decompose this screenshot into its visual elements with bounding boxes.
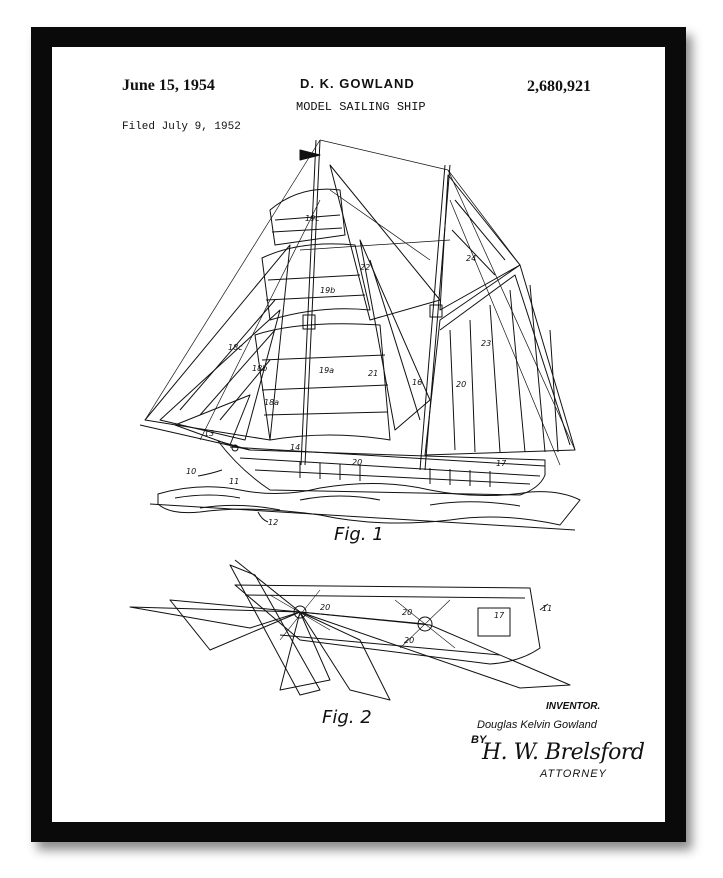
ref-17: 17: [496, 459, 507, 468]
by-label: BY: [471, 734, 487, 746]
leader-12: [258, 512, 268, 522]
main-topsail-illustration: [440, 175, 520, 310]
ref-19b: 19b: [320, 286, 336, 295]
patent-title: MODEL SAILING SHIP: [296, 100, 426, 114]
inventor-name: Douglas Kelvin Gowland: [477, 719, 597, 731]
ref-23: 23: [481, 339, 492, 348]
ship-hull-illustration: [218, 441, 545, 495]
ref-18a: 18a: [264, 398, 280, 407]
ref-24: 24: [466, 254, 477, 263]
inventor-header: D. K. GOWLAND: [300, 76, 415, 91]
ref-22: 22: [360, 263, 371, 272]
ref-12: 12: [268, 518, 279, 527]
staysails-illustration: [330, 165, 440, 430]
foremast-illustration: [300, 140, 320, 465]
main-gaff-sail-illustration: [425, 265, 575, 455]
ref-20: 20: [456, 380, 467, 389]
patent-date: June 15, 1954: [122, 77, 215, 94]
inventor-label: INVENTOR.: [546, 701, 601, 712]
attorney-label: ATTORNEY: [540, 768, 607, 780]
filed-date: Filed July 9, 1952: [122, 121, 241, 133]
rigging-lines: [145, 140, 575, 465]
ref-16: 16: [412, 378, 423, 387]
ref-14: 14: [290, 443, 301, 452]
ref-13: 13: [204, 429, 215, 438]
ref-fig2-17: 17: [494, 611, 505, 620]
plan-view-illustration: [130, 560, 570, 700]
ref-fig2-20a: 20: [320, 603, 331, 612]
ref-21: 21: [368, 369, 379, 378]
figure-2-label: Fig. 2: [322, 707, 372, 728]
ref-19c: 19c: [305, 214, 320, 223]
patent-number: 2,680,921: [527, 78, 591, 95]
leader-10: [198, 470, 222, 476]
ref-10: 10: [186, 467, 197, 476]
ref-18c: 18c: [228, 343, 243, 352]
ref-11: 11: [229, 477, 240, 486]
attorney-signature: H. W. Brelsford: [482, 740, 645, 765]
ref-fig2-20b: 20: [402, 608, 413, 617]
figure-1-label: Fig. 1: [334, 524, 384, 545]
ref-fig2-11: 11: [542, 604, 553, 613]
ref-fig2-20c: 20: [404, 636, 415, 645]
ref-19a: 19a: [319, 366, 335, 375]
ref-20b: 20: [352, 458, 363, 467]
ref-18b: 18b: [252, 364, 268, 373]
